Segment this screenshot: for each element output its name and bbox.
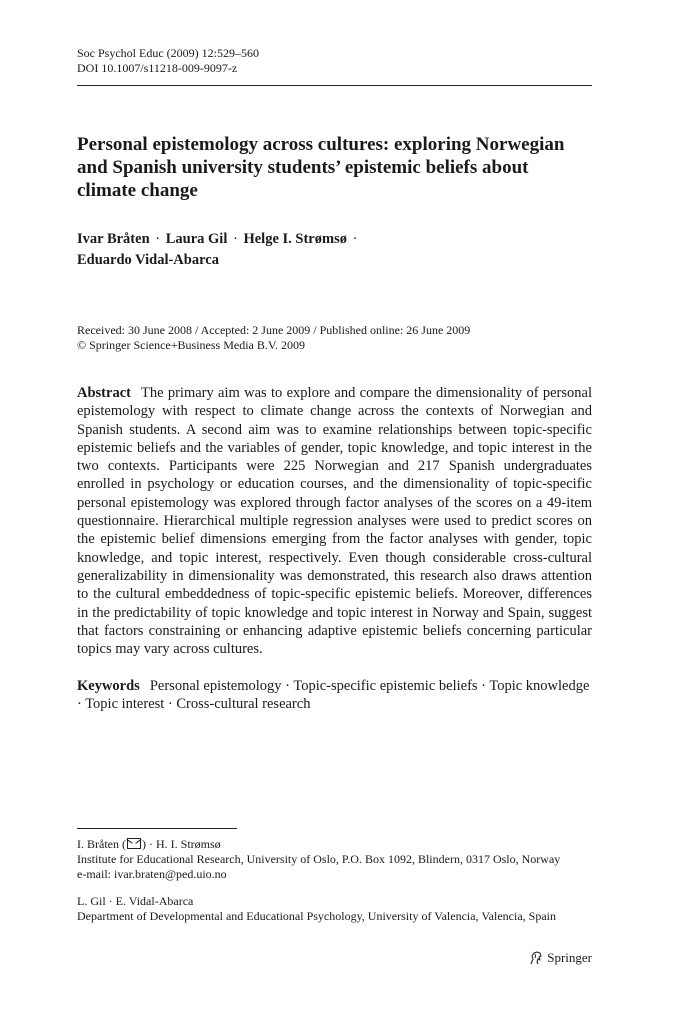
doi: DOI 10.1007/s11218-009-9097-z <box>77 61 238 75</box>
footnote-rule <box>77 828 237 829</box>
footnote-affiliation-oslo <box>77 837 592 882</box>
footnote-affiliation-valencia <box>77 894 592 924</box>
keywords <box>77 677 592 714</box>
springer-horse-icon <box>528 950 544 966</box>
abstract-label: Abstract <box>77 385 131 401</box>
publication-history <box>77 323 470 353</box>
header-rule <box>77 85 592 86</box>
keywords-label: Keywords <box>77 678 140 694</box>
keywords-text: Personal epistemology · Topic-specific epistemic beliefs · Topic knowledge · Topic interest · Cross-cultural research <box>77 678 590 713</box>
journal-citation: Soc Psychol Educ (2009) 12:529–560 <box>77 46 259 60</box>
author-name: Eduardo Vidal-Abarca <box>77 252 219 268</box>
copyright-line: © Springer Science+Business Media B.V. 2009 <box>77 338 305 352</box>
footnote-affiliation: Department of Developmental and Educational Psychology, University of Valencia, Valencia, Spain <box>77 909 556 923</box>
footnote-name: I. Bråten ( <box>77 837 126 851</box>
author-name: Laura Gil <box>165 231 228 247</box>
envelope-icon <box>127 838 141 849</box>
paper-title: Personal epistemology across cultures: exploring Norwegian and Spanish university students’ epistemic beliefs about climate change <box>77 134 565 201</box>
paper-page <box>77 0 592 1009</box>
abstract-text: The primary aim was to explore and compare the dimensionality of personal epistemology with respect to climate change across the contexts of Norwegian and Spanish students. A second aim was to examine relationships between topic-specific epistemic beliefs and the variables of gender, topic knowledge, and topic interest in the two contexts. Participants were 225 Norwegian and 217 Spanish undergraduates enrolled in psychology or education courses, and the dimensionality of topic-specific personal epistemology was explored through factor analyses of the scores on a 49-item questionnaire. Hierarchical multiple regression analyses were used to predict scores on the epistemic belief dimensions emerging from the factor analyses with gender, topic knowledge, and topic interest, respectively. Even though considerable cross-cultural generalizability in dimensionality was demonstrated, this research also draws attention to the cultural embeddedness of topic-specific epistemic beliefs. Moreover, differences in the predictability of topic knowledge and topic interest in Norway and Spain, suggest that factors constraining or enhancing adaptive epistemic beliefs concerning particular topics may vary across cultures. <box>77 385 592 658</box>
footnote-authors <box>77 837 592 852</box>
author-separator: · <box>155 231 161 247</box>
journal-header <box>77 46 259 76</box>
footnote-email: e-mail: ivar.braten@ped.uio.no <box>77 867 227 881</box>
author-separator: · <box>233 231 238 247</box>
author-separator: · <box>352 231 358 247</box>
author-name: Helge I. Strømsø <box>243 231 347 247</box>
publisher-name: Springer <box>547 950 592 965</box>
footnote-affiliation: Institute for Educational Research, University of Oslo, P.O. Box 1092, Blindern, 0317 Oslo, Norway <box>77 852 561 866</box>
abstract <box>77 384 592 658</box>
author-list <box>77 229 592 271</box>
footnote-authors: L. Gil · E. Vidal-Abarca <box>77 894 194 908</box>
dates-line: Received: 30 June 2008 / Accepted: 2 June 2009 / Published online: 26 June 2009 <box>77 323 471 337</box>
footnote-name: ) · H. I. Strømsø <box>141 837 221 851</box>
publisher-logo <box>528 950 592 966</box>
author-name: Ivar Bråten <box>77 231 150 247</box>
